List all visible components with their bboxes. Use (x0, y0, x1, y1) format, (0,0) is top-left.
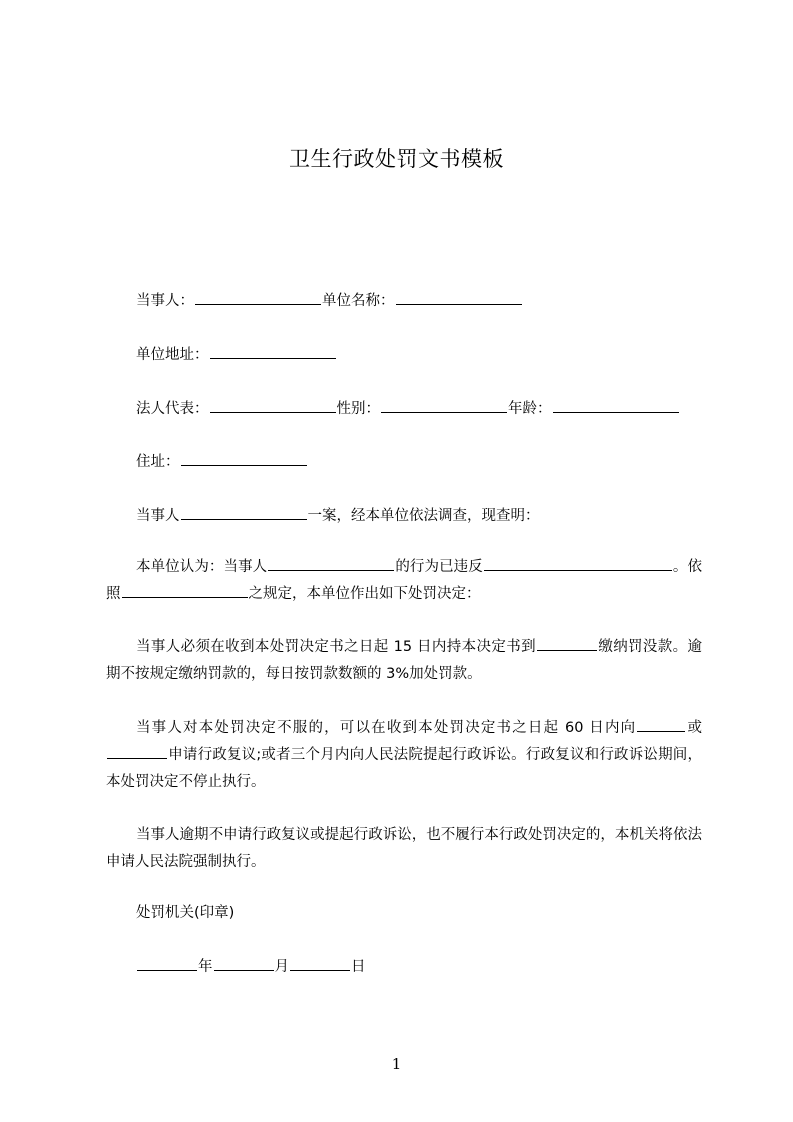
appeal-or: 或 (686, 720, 703, 736)
basis-law-blank[interactable] (122, 584, 248, 598)
payment-place-blank[interactable] (537, 637, 597, 651)
date-line (136, 957, 366, 977)
year-label: 年 (198, 959, 213, 975)
age-label: 年龄： (508, 401, 552, 417)
month-blank[interactable] (214, 957, 274, 971)
payment-text-b: 缴纳罚没款。逾期不按规定缴纳罚款的，每日按罚款数额的 3%加处罚款。 (106, 639, 703, 682)
unit-name-blank[interactable] (396, 291, 522, 305)
appeal-body-blank-2[interactable] (107, 745, 167, 759)
finding-party-blank[interactable] (268, 557, 394, 571)
enforcement-paragraph: 当事人逾期不申请行政复议或提起行政诉讼，也不履行本行政处罚决定的，本机关将依法申请人民法院强制执行。 (106, 827, 702, 870)
appeal-text-a: 当事人对本处罚决定不服的，可以在收到本处罚决定书之日起 60 日内向 (136, 720, 637, 736)
basis-prefix: 依照 (106, 559, 703, 602)
case-line (136, 506, 540, 526)
party-blank[interactable] (195, 291, 321, 305)
residence-label: 住址： (136, 454, 180, 470)
unit-address-blank[interactable] (210, 345, 336, 359)
finding-paragraph (106, 554, 702, 608)
residence-line (136, 452, 308, 472)
appeal-paragraph (106, 715, 702, 796)
case-party-blank[interactable] (181, 506, 307, 520)
unit-address-line (136, 345, 337, 365)
finding-prefix: 本单位认为：当事人 (136, 559, 268, 575)
appeal-text-b: 申请行政复议;或者三个月内向人民法院提起行政诉讼。行政复议和行政诉讼期间，本处罚决定不停止执行。 (106, 747, 702, 790)
page-title: 卫生行政处罚文书模板 (289, 147, 504, 171)
month-label: 月 (274, 959, 289, 975)
age-blank[interactable] (553, 399, 679, 413)
appeal-body-blank-1[interactable] (637, 718, 685, 732)
unit-address-label: 单位地址： (136, 347, 209, 363)
seal-line: 处罚机关(印章) (136, 905, 235, 921)
legal-rep-blank[interactable] (210, 399, 336, 413)
day-blank[interactable] (290, 957, 350, 971)
page-number: 1 (391, 1055, 402, 1073)
gender-blank[interactable] (381, 399, 507, 413)
case-prefix: 当事人 (136, 508, 180, 524)
basis-suffix: 之规定，本单位作出如下处罚决定： (248, 586, 481, 602)
payment-paragraph (106, 634, 702, 688)
party-label: 当事人： (136, 293, 194, 309)
legal-rep-line (136, 399, 680, 419)
gender-label: 性别： (336, 401, 380, 417)
finding-end: 。 (672, 559, 688, 575)
payment-text-a: 当事人必须在收到本处罚决定书之日起 15 日内持本决定书到 (136, 639, 536, 655)
violated-law-blank[interactable] (484, 557, 672, 571)
case-suffix: 一案，经本单位依法调查，现查明： (307, 508, 540, 524)
residence-blank[interactable] (181, 452, 307, 466)
day-label: 日 (351, 959, 366, 975)
legal-rep-label: 法人代表： (136, 401, 209, 417)
unit-name-label: 单位名称： (322, 293, 395, 309)
finding-middle: 的行为已违反 (395, 559, 483, 575)
party-and-unit-line (136, 291, 523, 311)
year-blank[interactable] (137, 957, 197, 971)
